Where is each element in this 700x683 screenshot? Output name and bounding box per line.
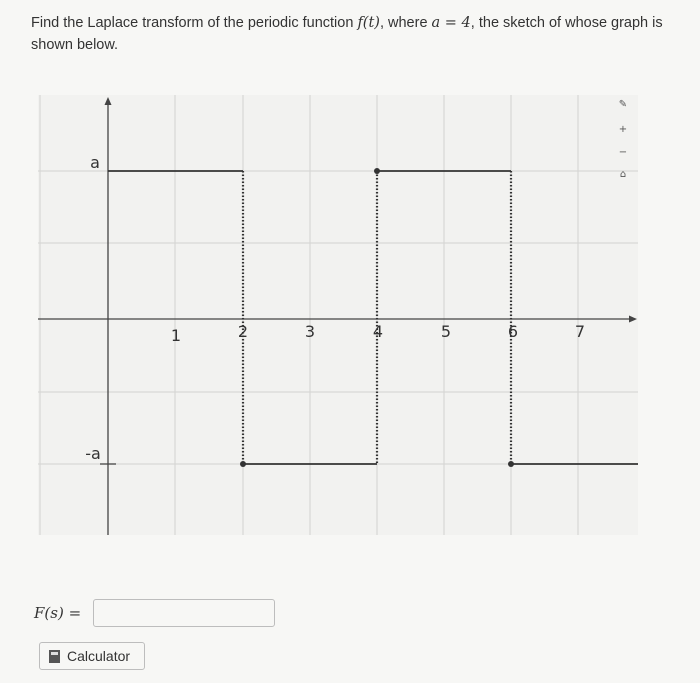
answer-row [34, 598, 275, 628]
calculator-icon [49, 650, 60, 663]
x-tick-4: 4 [372, 322, 384, 341]
x-tick-3: 3 [304, 322, 316, 341]
graph-background [38, 95, 638, 535]
question-middle: , where [379, 15, 432, 31]
dot-4-high [374, 168, 380, 174]
calculator-label: Calculator [67, 648, 131, 664]
dot-2-low [240, 461, 246, 467]
pencil-icon[interactable]: ✎ [618, 99, 628, 110]
y-label-neg-a: -a [85, 444, 101, 463]
x-tick-5: 5 [440, 322, 452, 341]
y-label-a: a [90, 153, 100, 172]
x-tick-7: 7 [574, 322, 586, 341]
calculator-button[interactable] [39, 642, 145, 670]
question-function: f(t) [357, 15, 380, 31]
zoom-in-icon[interactable]: + [618, 124, 628, 135]
home-icon[interactable]: ⌂ [619, 169, 627, 180]
question-parameter: a = 4 [431, 15, 471, 31]
question-prefix: Find the Laplace transform of the periodic function [31, 15, 358, 31]
x-tick-2: 2 [237, 322, 249, 341]
zoom-out-icon[interactable]: − [618, 147, 628, 158]
dot-6-low [508, 461, 514, 467]
x-tick-6: 6 [507, 322, 519, 341]
question-suffix: , the sketch of whose graph is shown below. [31, 15, 663, 53]
answer-label: F(s) = [34, 604, 82, 622]
x-tick-1: 1 [170, 326, 182, 345]
answer-input[interactable] [93, 599, 275, 627]
